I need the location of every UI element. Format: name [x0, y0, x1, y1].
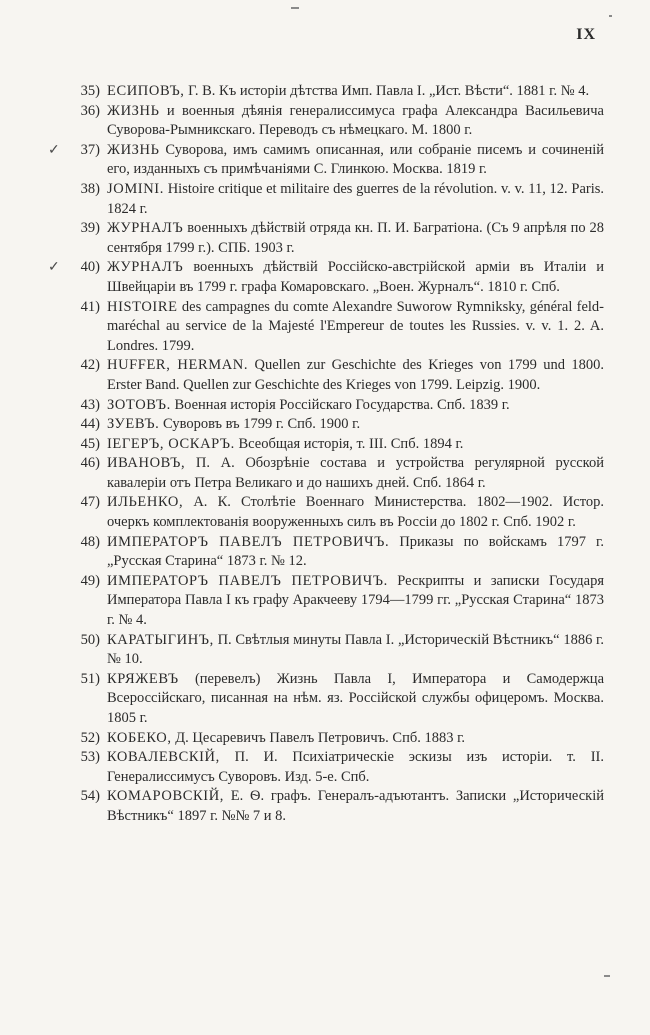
entry-rest: А. К. Столѣтіе Военнаго Министерства. 1802—1902. Истор. очеркъ комплектованія вооруженныхъ силъ въ Россіи до 1802 г. Спб. 1902 г. [107, 494, 604, 531]
bibliography-entry-43 [48, 396, 604, 416]
entry-rest: Всеобщая исторія, т. III. Спб. 1894 г. [238, 435, 464, 452]
entry-rest: П. И. Психіатрическіе эскизы изъ исторіи. т. II. Генералиссимусъ Суворовъ. Изд. 5-е. Спб. [107, 749, 604, 785]
entry-rest: Е. Ѳ. графъ. Генералъ-адъютантъ. Записки „Историческій Вѣстникъ“ 1897 г. №№ 7 и 8. [107, 788, 604, 824]
entry-number: 36) [80, 102, 100, 119]
bibliography-entry-39 [48, 219, 604, 258]
bibliography-entry-45 [48, 435, 604, 455]
entry-head: ЖУРНАЛЪ [107, 259, 184, 276]
entry-rest: Приказы по войскамъ 1797 г. „Русская Старина“ 1873 г. № 12. [107, 533, 604, 570]
entry-head: ИВАНОВЪ, [107, 455, 186, 472]
entry-number: 54) [80, 788, 100, 805]
bibliography-entry-40 [48, 258, 604, 297]
entry-number: 42) [80, 357, 100, 374]
entry-head: КОВАЛЕВСКІЙ, [107, 749, 220, 766]
scan-artifact-dash-top [291, 7, 299, 9]
entry-number: 43) [80, 396, 100, 413]
entry-number: 48) [80, 533, 100, 550]
bibliography-entry-46 [48, 454, 604, 493]
entry-rest: Суворовъ въ 1799 г. Спб. 1900 г. [163, 416, 361, 433]
entry-head: ЖУРНАЛЪ [107, 220, 184, 237]
entry-number: 39) [80, 220, 100, 237]
entry-rest: (перевелъ) Жизнь Павла I, Императора и Самодержца Всероссійскаго, писанная на нѣм. яз. Россійской службы офицеромъ. Москва. 1805 г. [107, 670, 604, 726]
bibliography-entry-41 [48, 298, 604, 357]
entry-rest: П. Свѣтлыя минуты Павла I. „Историческій Вѣстникъ“ 1886 г. № 10. [107, 631, 604, 668]
entry-head: ЕСИПОВЪ, [107, 83, 185, 99]
entry-number: 52) [80, 729, 100, 746]
entry-number: 46) [80, 455, 100, 472]
bibliography-entry-53 [48, 748, 604, 787]
entry-number: 51) [80, 670, 100, 687]
entry-head: HISTOIRE [107, 298, 178, 315]
bibliography-entry-47 [48, 493, 604, 532]
entry-head: КОБЕКО, [107, 729, 172, 746]
bibliography-entry-38 [48, 180, 604, 219]
entry-head: ЖИЗНЬ [107, 141, 160, 158]
entry-text [107, 631, 604, 670]
entry-text [107, 670, 604, 729]
bibliography-entry-52 [48, 729, 604, 749]
entry-number: 41) [80, 298, 100, 315]
entry-rest: des campagnes du comte Alexandre Suworow Rymniksky, général feld-maréchal au service de la Majesté l'Empereur de toutes les Russies. v. v. 1. 2. A. Londres. 1799. [107, 298, 605, 354]
entry-number: 40) [80, 259, 100, 276]
entry-head: JOMINI. [107, 180, 164, 197]
entry-text [107, 102, 604, 141]
bibliography-entry-48 [48, 533, 604, 572]
entry-number: 44) [80, 416, 100, 433]
entry-rest: Histoire critique et militaire des guerres de la révolution. v. v. 11, 12. Paris. 1824 г. [107, 180, 605, 217]
entry-head: ЗОТОВЪ. [107, 396, 171, 413]
entry-text [107, 435, 604, 455]
entry-rest: и военныя дѣянія генералиссимуса графа Александра Васильевича Суворова-Рымникскаго. Переводъ съ нѣмецкаго. М. 1800 г. [107, 102, 604, 139]
bibliography-entry-54 [48, 787, 604, 826]
entry-text [107, 572, 604, 631]
entry-text [107, 180, 604, 219]
entry-rest: военныхъ дѣйствій отряда кн. П. И. Багратіона. (Съ 9 апрѣля по 28 сентября 1799 г.). СПБ. 1903 г. [107, 220, 604, 256]
entry-text [107, 533, 604, 572]
pencil-checkmark: ✓ [48, 260, 60, 276]
entry-text [107, 258, 604, 297]
entry-head: ЖИЗНЬ [107, 102, 160, 119]
bibliography-entry-51 [48, 670, 604, 729]
entry-head: КОМАРОВСКІЙ, [107, 788, 224, 805]
bibliography-entry-37 [48, 141, 604, 180]
bibliography-list [48, 82, 604, 827]
entry-head: HUFFER, HERMAN. [107, 357, 249, 374]
entry-rest: Д. Цесаревичъ Павелъ Петровичъ. Спб. 1883 г. [175, 729, 466, 746]
entry-number: 49) [80, 572, 100, 589]
entry-head: ИМПЕРАТОРЪ ПАВЕЛЪ ПЕТРОВИЧЪ. [107, 572, 388, 589]
entry-number: 45) [80, 435, 100, 452]
entry-number: 37) [80, 141, 100, 158]
entry-head: ИМПЕРАТОРЪ ПАВЕЛЪ ПЕТРОВИЧЪ. [107, 533, 390, 550]
page-number: IX [576, 26, 596, 43]
entry-rest: Г. В. Къ исторіи дѣтства Имп. Павла I. „Ист. Вѣсти“. 1881 г. № 4. [188, 83, 590, 99]
entry-head: КАРАТЫГИНЪ, [107, 631, 214, 648]
entry-text [107, 356, 604, 395]
pencil-checkmark: ✓ [48, 142, 60, 158]
entry-rest: П. А. Обозрѣніе состава и устройства регулярной русской кавалеріи отъ Петра Великаго и до нашихъ дней. Спб. 1864 г. [107, 455, 604, 491]
entry-text [107, 415, 604, 435]
entry-number: 38) [80, 180, 100, 197]
entry-rest: Рескрипты и записки Государя Императора Павла I къ графу Аракчееву 1794—1799 гг. „Русская Старина“ 1873 г. № 4. [107, 572, 604, 629]
entry-head: ИЛЬЕНКО, [107, 494, 184, 511]
entry-text [107, 787, 604, 826]
bibliography-entry-35 [48, 82, 604, 102]
entry-number: 47) [80, 494, 100, 511]
scan-artifact-dot-topright [609, 15, 612, 17]
scan-artifact-dash-bottomright [604, 975, 610, 977]
bibliography-entry-49 [48, 572, 604, 631]
entry-number: 35) [80, 83, 100, 99]
entry-rest: военныхъ дѣйствій Россійско-австрійской арміи въ Италіи и Швейцаріи въ 1799 г. графа Комаровскаго. „Воен. Журналъ“. 1810 г. Спб. [107, 259, 605, 295]
entry-text [107, 396, 604, 416]
entry-rest: Суворова, имъ самимъ описанная, или собраніе писемъ и сочиненій его, изданныхъ съ примѣчаніями С. Глинкою. Москва. 1819 г. [107, 141, 604, 178]
entry-text [107, 141, 604, 180]
entry-head: КРЯЖЕВЪ [107, 670, 179, 687]
entry-text [107, 82, 604, 102]
entry-text [107, 298, 604, 357]
entry-text [107, 748, 604, 787]
entry-text [107, 454, 604, 493]
bibliography-entry-50 [48, 631, 604, 670]
entry-head: ЗУЕВЪ. [107, 416, 160, 433]
entry-number: 53) [80, 749, 100, 766]
bibliography-entry-42 [48, 356, 604, 395]
bibliography-entry-44 [48, 415, 604, 435]
entry-rest: Quellen zur Geschichte des Krieges von 1799 und 1800. Erster Band. Quellen zur Geschichte des Krieges von 1799. Leipzig. 1900. [107, 357, 604, 393]
entry-rest: Военная исторія Россійскаго Государства. Спб. 1839 г. [174, 396, 510, 413]
entry-text [107, 493, 604, 532]
entry-number: 50) [80, 631, 100, 648]
entry-text [107, 219, 604, 258]
bibliography-entry-36 [48, 102, 604, 141]
entry-head: ІЕГЕРЪ, ОСКАРЪ. [107, 435, 235, 452]
entry-text [107, 729, 604, 749]
